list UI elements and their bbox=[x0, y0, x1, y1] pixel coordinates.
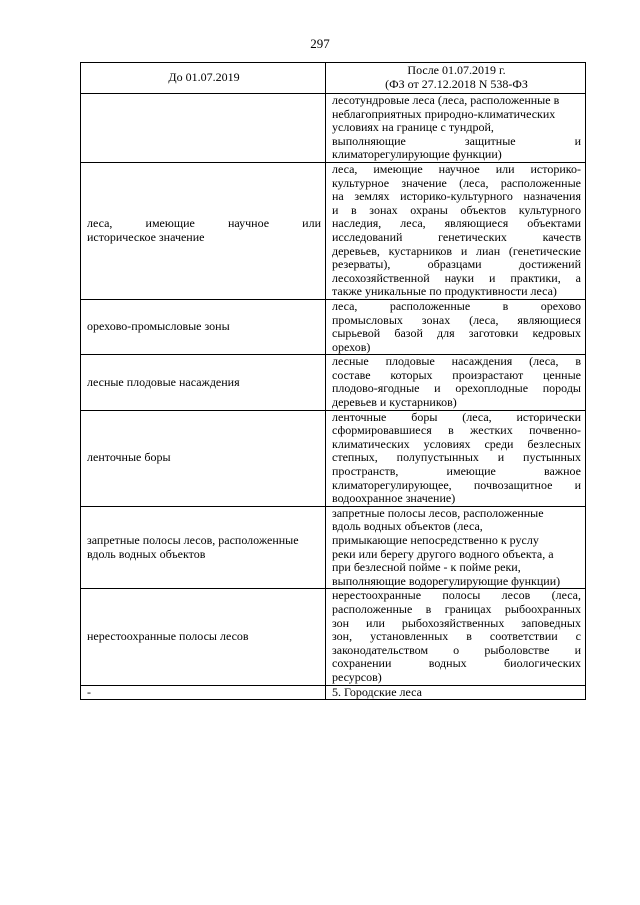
after-text-line: зон или рыбохозяйственных заповедных bbox=[332, 615, 581, 630]
after-cell bbox=[326, 410, 586, 506]
before-text-line: нерестоохранные полосы лесов bbox=[87, 629, 249, 644]
after-text-line: условиях на границе с тундрой, bbox=[332, 120, 494, 135]
after-text-line: исследований генетических качеств bbox=[332, 229, 581, 244]
before-text-line: орехово-промысловые зоны bbox=[87, 319, 230, 334]
before-cell bbox=[81, 299, 326, 354]
before-text-line: ленточные боры bbox=[87, 450, 171, 465]
after-text-line: 5. Городские леса bbox=[332, 684, 422, 699]
before-text-line: историческое значение bbox=[87, 229, 205, 244]
after-text-line: климаторегулирующее, почвозащитное и bbox=[332, 477, 581, 492]
table-header-row bbox=[81, 63, 586, 94]
after-text-line: резерваты), образцами достижений bbox=[332, 257, 581, 272]
table-row bbox=[81, 410, 586, 506]
after-text-line: вдоль водных объектов (леса, bbox=[332, 519, 483, 534]
before-cell bbox=[81, 355, 326, 410]
after-text-line: климатических условиях среди безлесных bbox=[332, 436, 581, 451]
before-cell bbox=[81, 410, 326, 506]
comparison-table bbox=[80, 62, 586, 700]
after-text-line: ленточные боры (леса, исторически bbox=[332, 409, 581, 424]
after-text-line: плодово-ягодные и орехоплодные породы bbox=[332, 381, 581, 396]
after-text-line: расположенные в границах рыбоохранных bbox=[332, 601, 581, 616]
after-text-line: водоохранное значение) bbox=[332, 491, 456, 506]
after-cell bbox=[326, 162, 586, 299]
header-after-cell bbox=[326, 63, 586, 94]
page-number: 297 bbox=[310, 36, 330, 51]
header-after-label-line2: (ФЗ от 27.12.2018 N 538-ФЗ bbox=[385, 77, 528, 91]
table-row bbox=[81, 506, 586, 589]
header-before-label: До 01.07.2019 bbox=[168, 70, 240, 85]
after-text-line: законодательством о рыболовстве и bbox=[332, 642, 581, 657]
before-cell bbox=[81, 685, 326, 700]
after-text-line: реки или берегу другого водного объекта, а bbox=[332, 546, 554, 561]
before-cell bbox=[81, 162, 326, 299]
before-text-line: леса, имеющие научное или bbox=[87, 216, 321, 231]
before-text-line: - bbox=[87, 684, 91, 699]
after-text-line: деревьев, кустарников и лиан (генетические bbox=[332, 243, 581, 258]
after-text-line: лесные плодовые насаждения (леса, в bbox=[332, 354, 581, 369]
table-row bbox=[81, 94, 586, 163]
after-text-line: и в зонах охраны объектов культурного bbox=[332, 202, 581, 217]
after-text-line: культурное значение (леса, расположенные bbox=[332, 175, 581, 190]
before-cell bbox=[81, 589, 326, 685]
after-text-line: орехов) bbox=[332, 339, 371, 354]
after-text-line: промысловых зонах (леса, являющиеся bbox=[332, 312, 581, 327]
header-before-cell bbox=[81, 63, 326, 94]
table-row bbox=[81, 685, 586, 700]
after-text-line: климаторегулирующие функции) bbox=[332, 147, 502, 162]
table-row bbox=[81, 162, 586, 299]
after-text-line: леса, расположенные в орехово bbox=[332, 298, 581, 313]
after-text-line: леса, имеющие научное или историко- bbox=[332, 161, 581, 176]
after-text-line: составе которых произрастают ценные bbox=[332, 367, 581, 382]
after-cell bbox=[326, 355, 586, 410]
after-text-line: наследия, леса, являющиеся объектами bbox=[332, 216, 581, 231]
table-row bbox=[81, 589, 586, 685]
after-text-line: деревьев и кустарников) bbox=[332, 395, 457, 410]
after-cell bbox=[326, 589, 586, 685]
after-cell bbox=[326, 94, 586, 163]
after-cell bbox=[326, 685, 586, 700]
after-text-line: примыкающие непосредственно к руслу bbox=[332, 533, 539, 547]
after-cell bbox=[326, 506, 586, 589]
after-text-line: выполняющие защитные и bbox=[332, 133, 581, 148]
after-cell bbox=[326, 299, 586, 354]
table-row bbox=[81, 299, 586, 354]
after-text-line: зон, установленных в соответствии с bbox=[332, 629, 581, 644]
after-text-line: пространств, имеющие важное bbox=[332, 464, 581, 479]
after-text-line: ресурсов) bbox=[332, 669, 382, 684]
before-text-line: лесные плодовые насаждения bbox=[87, 374, 240, 389]
after-text-line: степных, полупустынных и пустынных bbox=[332, 450, 581, 465]
header-after-label-line1: После 01.07.2019 г. bbox=[407, 63, 506, 78]
after-text-line: на землях историко-культурного назначения bbox=[332, 189, 581, 204]
after-text-line: лесотундровые леса (леса, расположенные в bbox=[332, 93, 560, 107]
after-text-line: также уникальные по продуктивности леса) bbox=[332, 284, 557, 299]
before-cell bbox=[81, 506, 326, 589]
before-text-line: запретные полосы лесов, расположенные bbox=[87, 533, 299, 547]
after-text-line: при безлесной пойме - к пойме реки, bbox=[332, 560, 521, 575]
after-text-line: нерестоохранные полосы лесов (леса, bbox=[332, 588, 581, 603]
after-text-line: неблагоприятных природно-климатических bbox=[332, 106, 556, 121]
after-text-line: лесохозяйственной науки и практики, а bbox=[332, 270, 581, 285]
after-text-line: выполняющие водорегулирующие функции) bbox=[332, 573, 561, 588]
table-row bbox=[81, 355, 586, 410]
before-cell bbox=[81, 94, 326, 163]
after-text-line: сформировавшиеся в жестких почвенно- bbox=[332, 423, 581, 438]
after-text-line: запретные полосы лесов, расположенные bbox=[332, 505, 544, 520]
after-text-line: сырьевой базой для заготовки кедровых bbox=[332, 326, 581, 341]
after-text-line: сохранении водных биологических bbox=[332, 656, 581, 671]
before-text-line: вдоль водных объектов bbox=[87, 546, 206, 561]
